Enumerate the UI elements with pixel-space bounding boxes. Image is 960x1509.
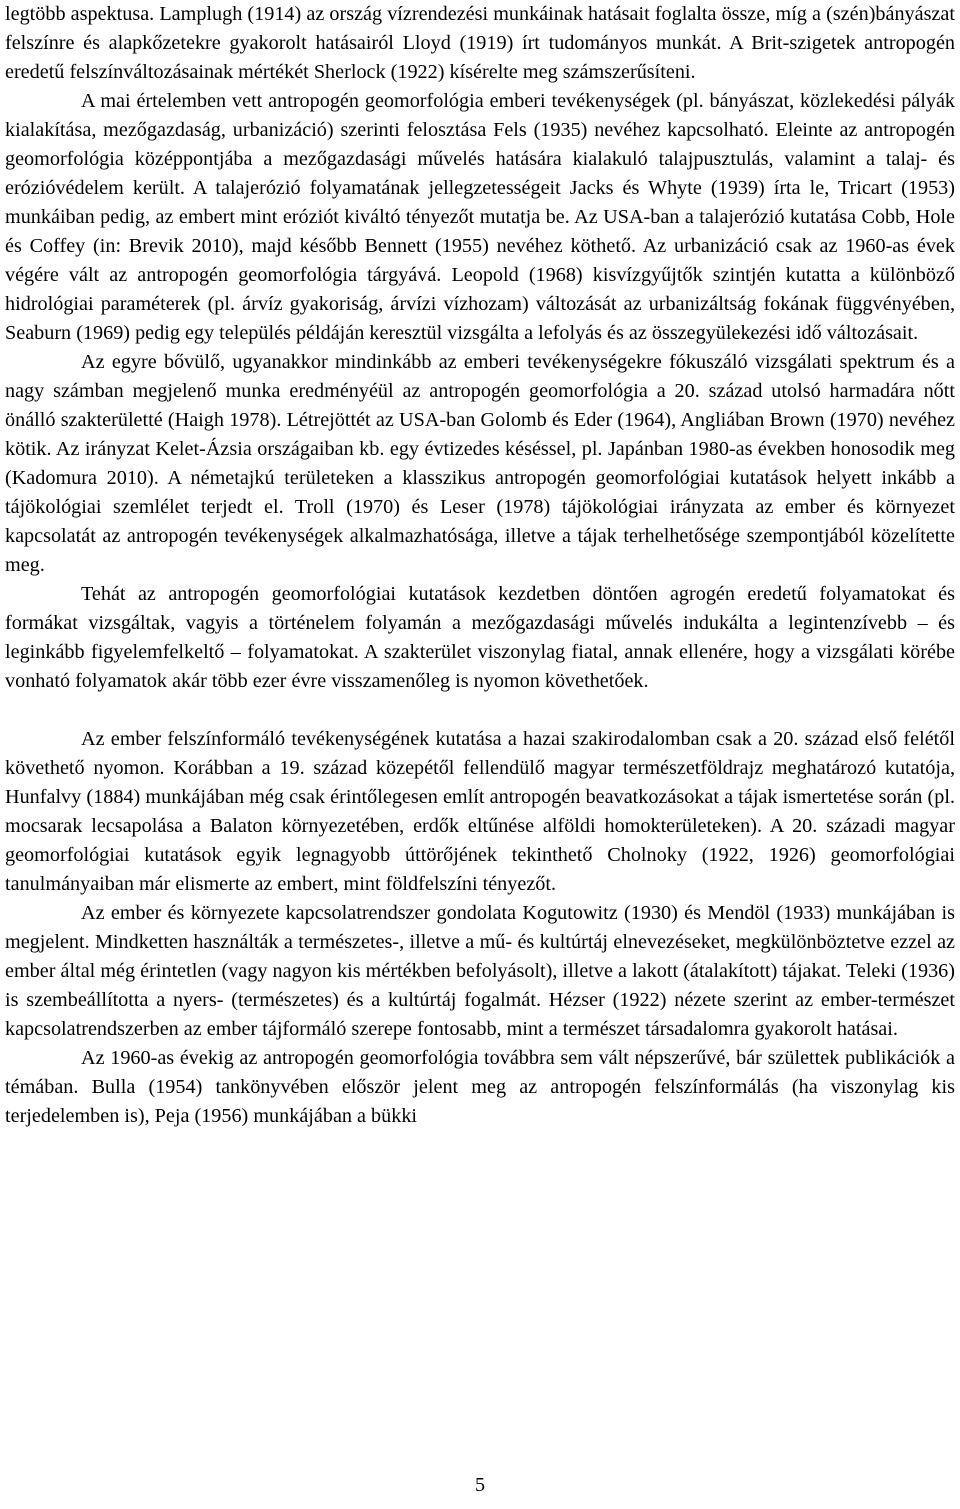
- document-body: [5, 0, 955, 1131]
- paragraph-7: Az 1960-as évekig az antropogén geomorfológia továbbra sem vált népszerűvé, bár születtek publikációk a témában. Bulla (1954) tankönyvében először jelent meg az antropogén felszínformálás (ha viszonylag kis terjedelemben is), Peja (1956) munkájában a bükki: [5, 1047, 955, 1127]
- paragraph-6: Az ember és környezete kapcsolatrendszer gondolata Kogutowitz (1930) és Mendöl (1933) munkájában is megjelent. Mindketten használták a természetes-, illetve a mű- és kultúrtáj elnevezéseket, megkülönböztetve ezzel az ember által még érintetlen (vagy nagyon kis mértékben befolyásolt), illetve a lakott (átalakított) tájakat. Teleki (1936) is szembeállította a nyers- (természetes) és a kultúrtáj fogalmát. Hézser (1922) nézete szerint az ember-természet kapcsolatrendszerben az ember tájformáló szerepe fontosabb, mint a természet társadalomra gyakorolt hatásai.: [5, 902, 955, 1040]
- page-number: 5: [474, 1474, 486, 1496]
- paragraph-5: Az ember felszínformáló tevékenységének kutatása a hazai szakirodalomban csak a 20. század első felétől követhető nyomon. Korábban a 19. század közepétől fellendülő magyar természetföldrajz meghatározó kutatója, Hunfalvy (1884) munkájában még csak érintőlegesen említ antropogén beavatkozásokat a tájak ismertetése során (pl. mocsarak lecsapolása a Balaton környezetében, erdők eltűnése alföldi homokterületeken). A 20. századi magyar geomorfológiai kutatások egyik legnagyobb úttörőjének tekinthető Cholnoky (1922, 1926) geomorfológiai tanulmányaiban már elismerte az embert, mint földfelszíni tényezőt.: [5, 728, 955, 895]
- paragraph-spacer: [5, 696, 955, 725]
- paragraph-2: A mai értelemben vett antropogén geomorfológia emberi tevékenységek (pl. bányászat, közlekedési pályák kialakítása, mezőgazdaság, urbanizáció) szerinti felosztása Fels (1935) nevéhez kapcsolható. Eleinte az antropogén geomorfológia középpontjába a mezőgazdasági művelés hatására kialakuló talajpusztulás, valamint a talaj- és erózióvédelem került. A talajerózió folyamatának jellegzetességeit Jacks és Whyte (1939) írta le, Tricart (1953) munkáiban pedig, az embert mint eróziót kiváltó tényezőt mutatja be. Az USA-ban a talajerózió kutatása Cobb, Hole és Coffey (in: Brevik 2010), majd később Bennett (1955) nevéhez köthető. Az urbanizáció csak az 1960-as évek végére vált az antropogén geomorfológia tárgyává. Leopold (1968) kisvízgyűjtők szintjén kutatta a különböző hidrológiai paraméterek (pl. árvíz gyakoriság, árvízi vízhozam) változását az urbanizáltság fokának függvényében, Seaburn (1969) pedig egy település példáján keresztül vizsgálta a lefolyás és az összegyülekezési idő változásait.: [5, 90, 955, 344]
- paragraph-4: Tehát az antropogén geomorfológiai kutatások kezdetben döntően agrogén eredetű folyamatokat és formákat vizsgáltak, vagyis a történelem folyamán a mezőgazdasági művelés indukálta a legintenzívebb – és leginkább figyelemfelkeltő – folyamatokat. A szakterület viszonylag fiatal, annak ellenére, hogy a vizsgálati körébe vonható folyamatok akár több ezer évre visszamenőleg is nyomon követhetőek.: [5, 583, 955, 692]
- paragraph-1: legtöbb aspektusa. Lamplugh (1914) az ország vízrendezési munkáinak hatásait foglalta össze, míg a (szén)bányászat felszínre és alapkőzetekre gyakorolt hatásairól Lloyd (1919) írt tudományos munkát. A Brit-szigetek antropogén eredetű felszínváltozásainak mértékét Sherlock (1922) kísérelte meg számszerűsíteni.: [5, 3, 955, 83]
- paragraph-3: Az egyre bővülő, ugyanakkor mindinkább az emberi tevékenységekre fókuszáló vizsgálati spektrum és a nagy számban megjelenő munka eredményéül az antropogén geomorfológia a 20. század utolsó harmadára nőtt önálló szakterületté (Haigh 1978). Létrejöttét az USA-ban Golomb és Eder (1964), Angliában Brown (1970) nevéhez kötik. Az irányzat Kelet-Ázsia országaiban kb. egy évtizedes késéssel, pl. Japánban 1980-as években honosodik meg (Kadomura 2010). A németajkú területeken a klasszikus antropogén geomorfológiai kutatások helyett inkább a tájökológiai szemlélet terjedt el. Troll (1970) és Leser (1978) tájökológiai irányzata az ember és környezet kapcsolatát az antropogén tevékenységek alkalmazhatósága, illetve a tájak terhelhetősége szempontjából közelítette meg.: [5, 351, 955, 576]
